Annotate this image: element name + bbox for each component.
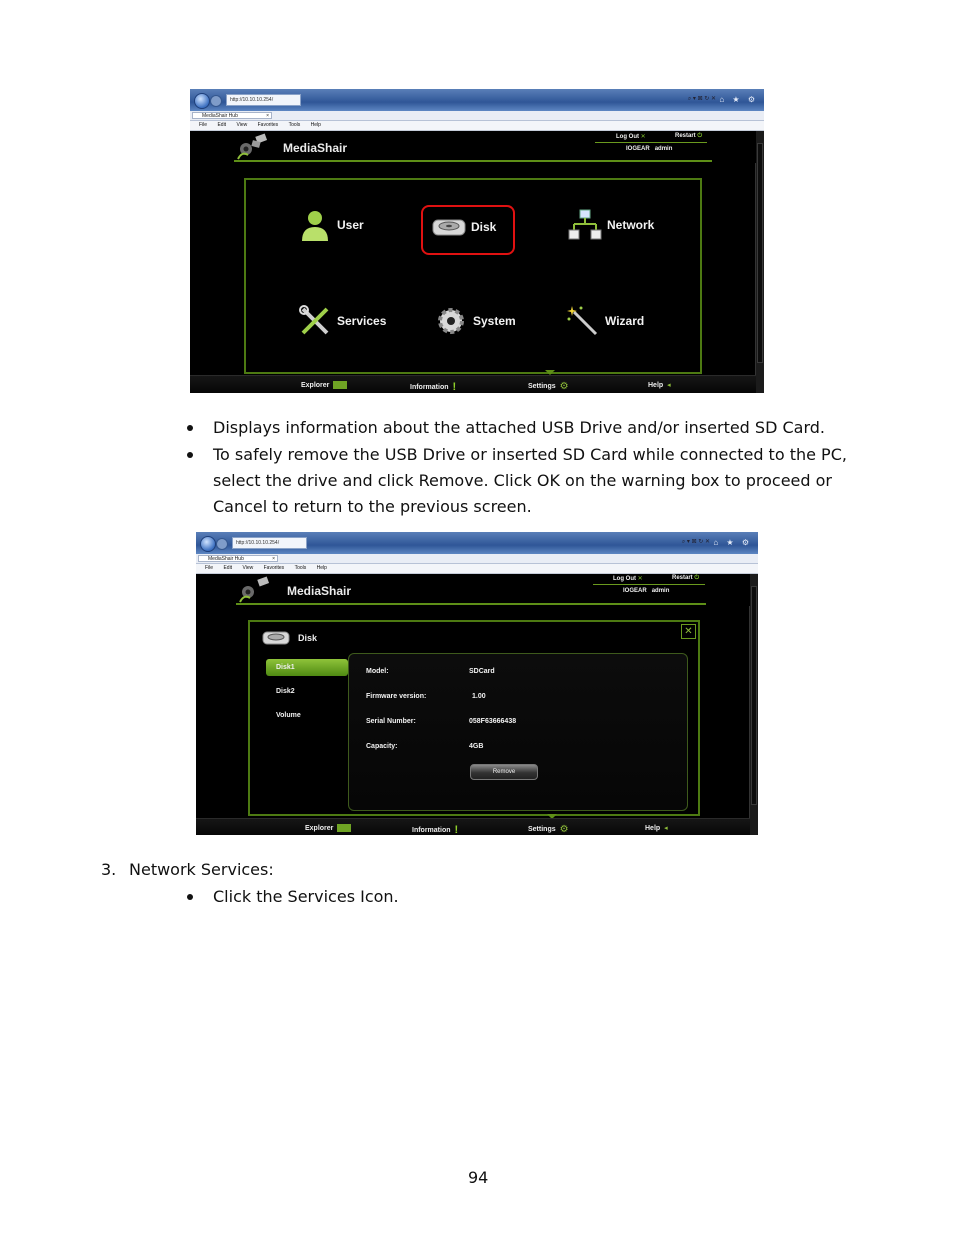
bullet-remove-line3: Cancel to return to the previous screen.: [213, 497, 532, 516]
sidebar-item-disk1[interactable]: Disk1: [276, 664, 295, 671]
device-name: IOGEAR: [626, 146, 650, 152]
tools-icon: [298, 304, 332, 338]
back-icon[interactable]: [200, 536, 216, 552]
tab-close-icon[interactable]: ×: [272, 556, 275, 562]
section-title: Network Services:: [129, 860, 274, 879]
menu-file[interactable]: File: [199, 122, 208, 128]
system-button[interactable]: [434, 304, 516, 338]
nav-explorer[interactable]: [301, 381, 347, 389]
sidebar-item-disk2[interactable]: Disk2: [276, 688, 295, 695]
help-arrow-icon: ◂: [664, 825, 668, 832]
nav-help-label: Help: [645, 824, 661, 832]
menu-help[interactable]: Help: [310, 122, 321, 128]
network-button[interactable]: [568, 208, 654, 242]
back-icon[interactable]: [194, 93, 210, 109]
info-icon: !: [452, 381, 457, 393]
services-label: Services: [337, 314, 387, 328]
page-scrollbar[interactable]: [749, 574, 758, 835]
sidebar-item-volume[interactable]: Volume: [276, 712, 301, 719]
disk-icon: [262, 630, 290, 646]
nav-help[interactable]: [648, 381, 671, 389]
bullet-services-icon: Click the Services Icon.: [213, 887, 399, 906]
scrollbar-thumb[interactable]: [751, 586, 757, 805]
header-rule: [593, 584, 705, 585]
restart-link[interactable]: [672, 575, 699, 582]
forward-icon[interactable]: [210, 95, 222, 107]
help-arrow-icon: ◂: [667, 382, 671, 389]
capacity-value: 4GB: [469, 743, 484, 750]
address-tools-icon[interactable]: ⌕ ▾ ⊠ ↻ ✕: [687, 96, 716, 102]
browser-titlebar: [190, 89, 764, 111]
device-name: IOGEAR: [623, 588, 647, 594]
address-bar[interactable]: http://10.10.10.254/: [232, 537, 307, 549]
model-label: Model:: [366, 668, 389, 675]
tab-mediashair[interactable]: [198, 555, 278, 562]
restart-label: Restart: [672, 575, 693, 581]
bullet-marker: [187, 452, 193, 458]
dialog-title: [262, 630, 317, 646]
logout-icon: ✕: [637, 576, 643, 582]
dialog-title-label: Disk: [298, 633, 318, 643]
nav-settings[interactable]: [528, 381, 569, 392]
nav-settings-label: Settings: [528, 383, 556, 390]
bullet-remove-line2: select the drive and click Remove. Click OK on the warning box to proceed or: [213, 471, 832, 490]
wizard-button[interactable]: [566, 304, 644, 338]
bottom-nav: [196, 818, 750, 835]
address-bar[interactable]: http://10.10.10.254/: [226, 94, 301, 106]
mediashair-logo-icon: [234, 131, 274, 163]
nav-explorer-label: Explorer: [305, 824, 334, 832]
menu-favorites[interactable]: Favorites: [263, 565, 285, 571]
menu-help[interactable]: Help: [316, 565, 327, 571]
network-icon: [568, 208, 602, 242]
firmware-label: Firmware version:: [366, 693, 427, 700]
remove-button[interactable]: Remove: [470, 764, 538, 780]
mediashair-logo-icon: [236, 574, 276, 606]
tab-close-icon[interactable]: ×: [266, 113, 269, 119]
user-label: User: [337, 218, 364, 232]
nav-information-label: Information: [412, 826, 451, 834]
header-divider: [236, 603, 706, 605]
serial-value: 058F63666438: [469, 718, 517, 725]
section-number: 3.: [101, 860, 117, 879]
logout-label: Log Out: [616, 134, 639, 140]
dialog-close-button[interactable]: ✕: [681, 624, 696, 639]
serial-label: Serial Number:: [366, 718, 416, 725]
logout-icon: ✕: [640, 134, 646, 140]
browser-menu-bar: [190, 121, 764, 131]
model-value: SDCard: [469, 668, 495, 675]
gear-icon: [434, 304, 468, 338]
logout-label: Log Out: [613, 576, 636, 582]
folder-icon: [337, 824, 351, 832]
disk-label: Disk: [471, 220, 497, 234]
user-name: admin: [654, 146, 673, 152]
bullet-marker: [187, 894, 193, 900]
bullet-usb-info: Displays information about the attached USB Drive and/or inserted SD Card.: [213, 418, 825, 437]
browser-toolbar-icons[interactable]: ⌂ ★ ⚙: [719, 95, 758, 104]
nav-explorer[interactable]: [305, 824, 351, 832]
nav-help[interactable]: [645, 824, 668, 832]
nav-settings[interactable]: [528, 824, 569, 835]
tab-label: MediaShair Hub: [202, 113, 238, 119]
nav-information[interactable]: [412, 824, 458, 835]
power-icon: ⏻: [694, 575, 700, 581]
screenshot-settings-menu: [190, 89, 764, 393]
forward-icon[interactable]: [216, 538, 228, 550]
firmware-value: 1.00: [472, 693, 486, 700]
tab-strip: [196, 554, 758, 564]
page-number: 94: [468, 1168, 489, 1187]
menu-tools[interactable]: Tools: [288, 122, 301, 128]
disk-highlight: [421, 205, 515, 255]
app-header: [196, 574, 750, 606]
bottom-nav: [190, 375, 756, 393]
folder-icon: [333, 381, 347, 389]
tab-mediashair[interactable]: [192, 112, 272, 119]
menu-view[interactable]: View: [242, 565, 254, 571]
header-divider: [234, 160, 712, 162]
tab-strip: [190, 111, 764, 121]
nav-settings-label: Settings: [528, 826, 556, 833]
disk-details: [348, 653, 688, 811]
menu-favorites[interactable]: Favorites: [257, 122, 279, 128]
system-label: System: [473, 314, 516, 328]
settings-gear-icon: ⚙: [559, 381, 569, 392]
app-logo: MediaShair: [287, 584, 352, 598]
nav-help-label: Help: [648, 381, 664, 389]
wand-icon: [566, 304, 600, 338]
disk-dialog: [248, 620, 700, 816]
device-info: [626, 146, 672, 152]
services-button[interactable]: [298, 304, 386, 338]
settings-gear-icon: ⚙: [559, 824, 569, 835]
user-button[interactable]: [298, 208, 364, 242]
screenshot-disk-dialog: [196, 532, 758, 835]
tab-label: MediaShair Hub: [208, 556, 244, 562]
restart-label: Restart: [675, 133, 696, 139]
info-icon: !: [454, 824, 459, 835]
browser-titlebar: [196, 532, 758, 554]
wizard-label: Wizard: [605, 314, 645, 328]
nav-information-label: Information: [410, 383, 449, 391]
app-header: [190, 131, 756, 163]
page-scrollbar[interactable]: [755, 131, 764, 393]
restart-link[interactable]: [675, 133, 702, 140]
network-label: Network: [607, 218, 655, 232]
browser-menu-bar: [196, 564, 758, 574]
menu-tools[interactable]: Tools: [294, 565, 307, 571]
logout-link[interactable]: [616, 133, 646, 140]
user-name: admin: [651, 588, 670, 594]
nav-information[interactable]: [410, 381, 456, 393]
power-icon: ⏻: [697, 133, 703, 139]
header-rule: [595, 142, 707, 143]
bullet-remove-line1: To safely remove the USB Drive or inserted SD Card while connected to the PC,: [213, 445, 847, 464]
nav-explorer-label: Explorer: [301, 381, 330, 389]
scrollbar-thumb[interactable]: [757, 143, 763, 363]
menu-edit[interactable]: Edit: [217, 122, 227, 128]
logout-link[interactable]: [613, 575, 643, 582]
user-icon: [298, 208, 332, 242]
bullet-marker: [187, 425, 193, 431]
menu-edit[interactable]: Edit: [223, 565, 233, 571]
menu-file[interactable]: File: [205, 565, 214, 571]
menu-view[interactable]: View: [236, 122, 248, 128]
app-logo: MediaShair: [283, 141, 348, 155]
browser-toolbar-icons[interactable]: ⌂ ★ ⚙: [713, 538, 752, 547]
address-tools-icon[interactable]: ⌕ ▾ ⊠ ↻ ✕: [681, 539, 710, 545]
settings-panel: [244, 178, 702, 374]
capacity-label: Capacity:: [366, 743, 398, 750]
device-info: [623, 588, 669, 594]
